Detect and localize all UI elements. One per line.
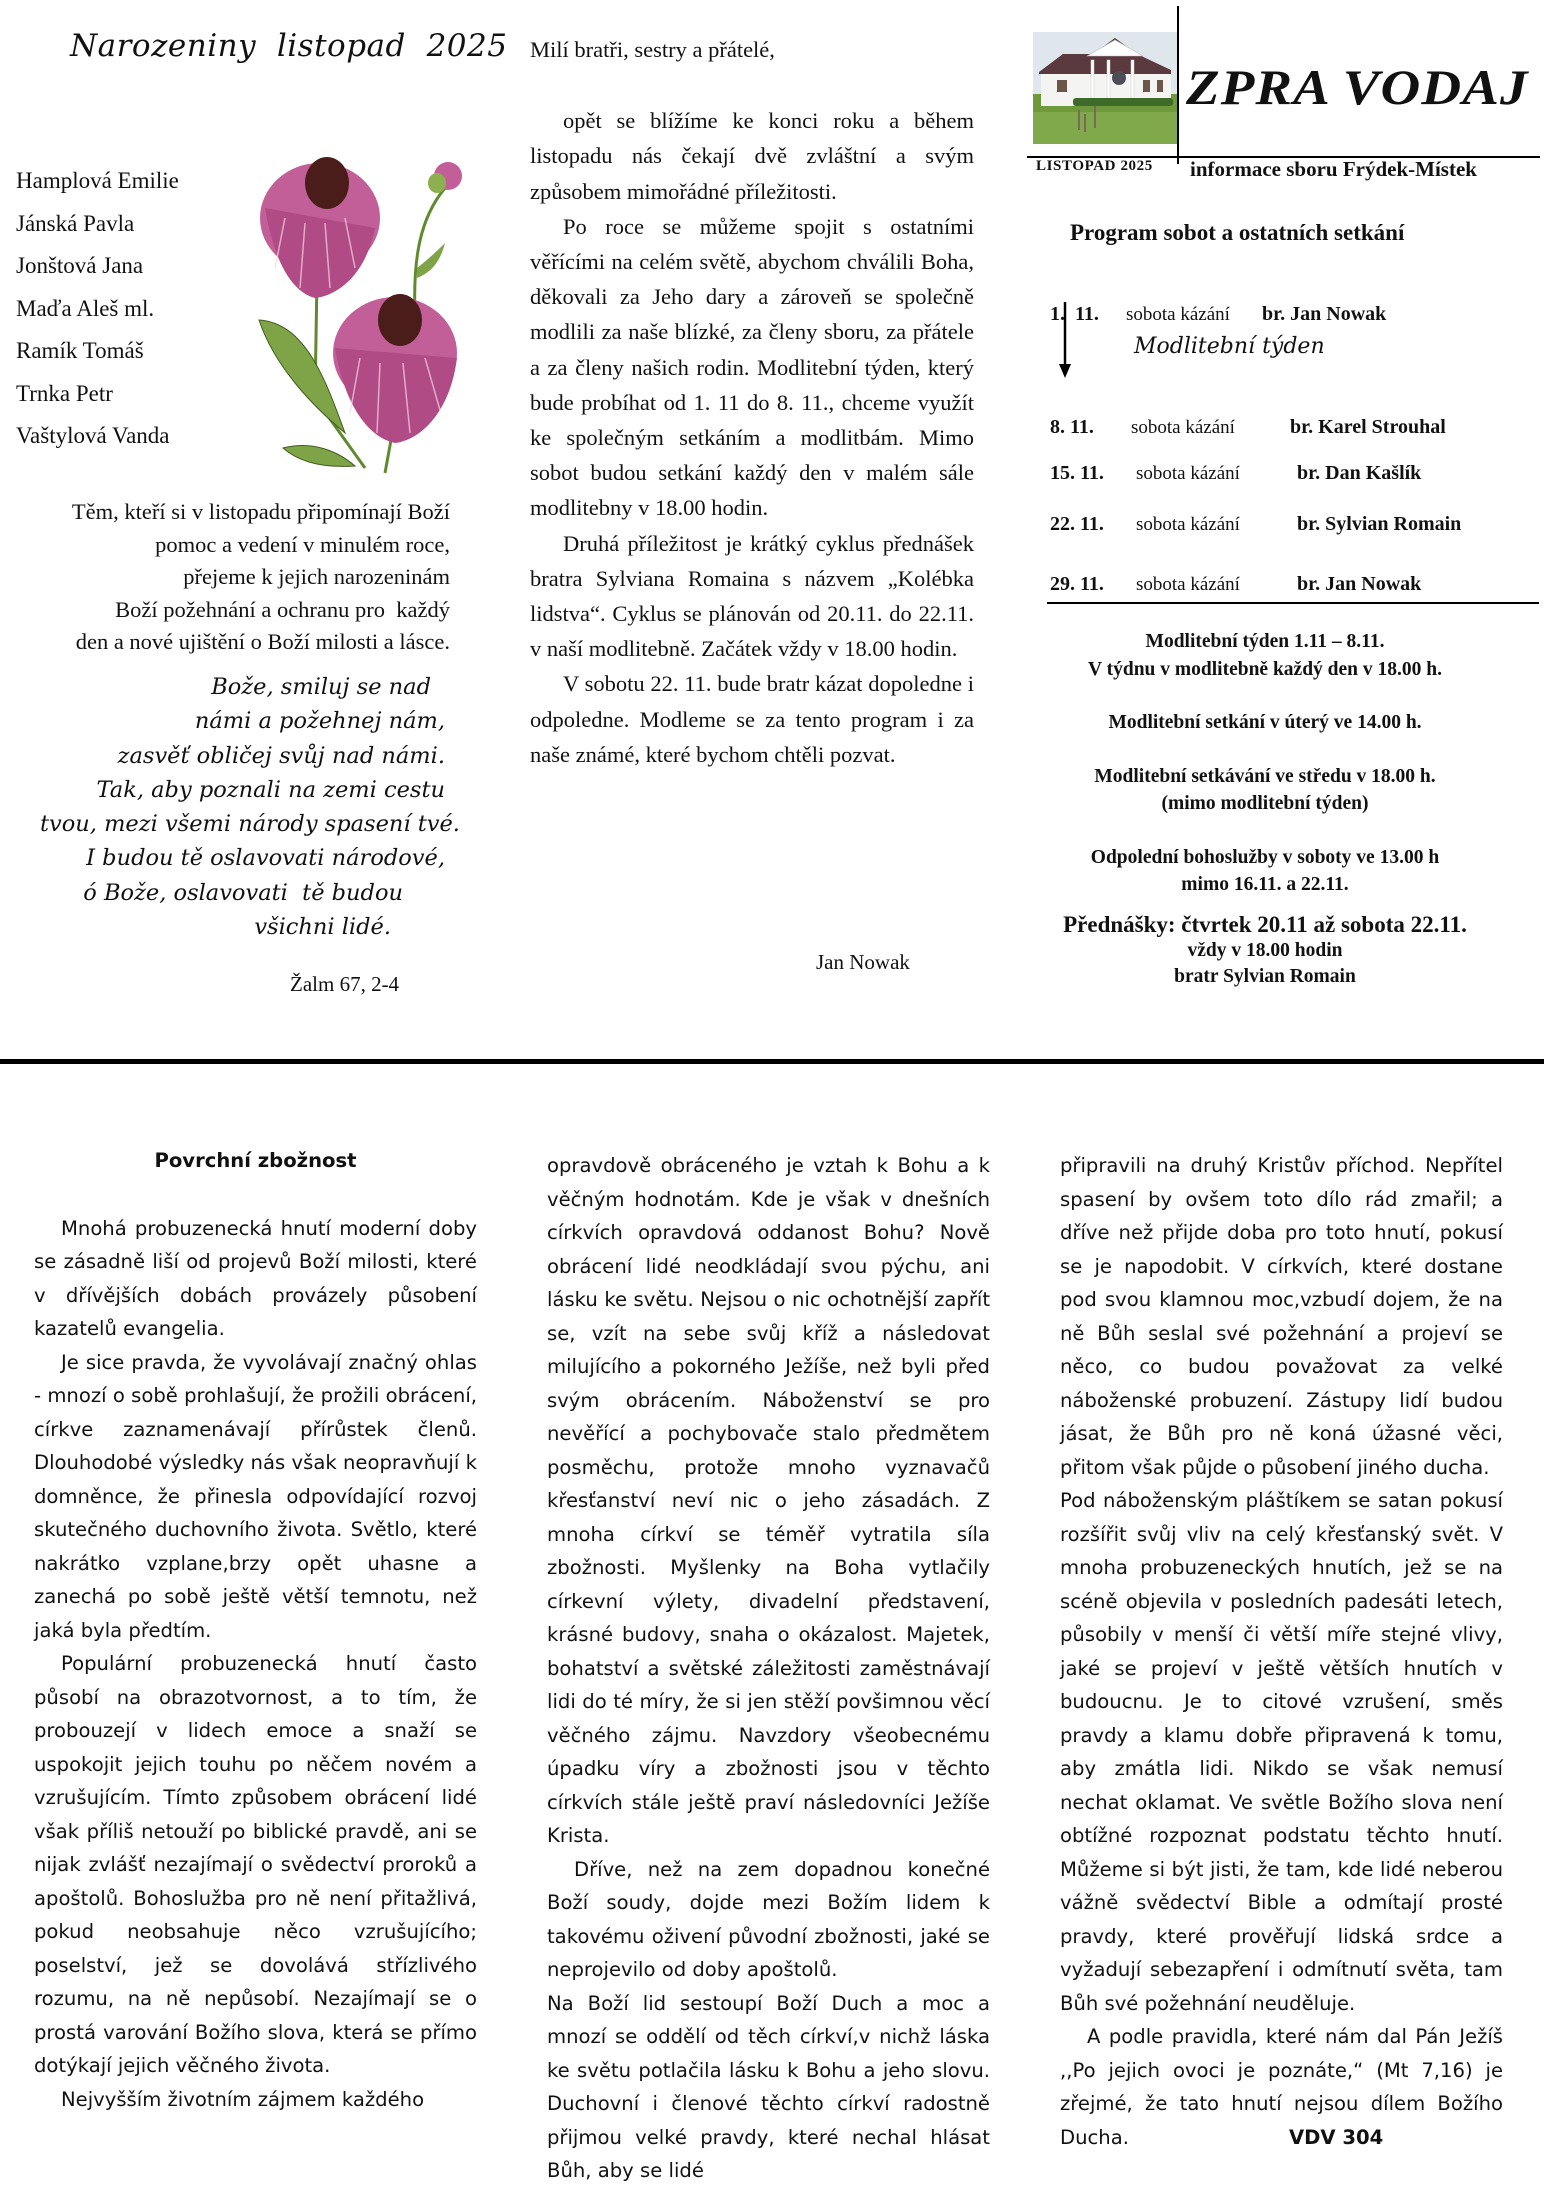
- program-speaker: br. Jan Nowak: [1297, 573, 1422, 595]
- wish-line: den a nové ujištění o Boží milosti a lásce.: [75, 629, 450, 654]
- program-row: [1040, 280, 1386, 326]
- page-separator: [0, 1059, 1544, 1064]
- program-speaker: br. Karel Strouhal: [1290, 416, 1446, 438]
- article-paragraph: [1060, 2020, 1503, 2154]
- masthead-divider-vertical: [1177, 6, 1179, 164]
- info-block: [1030, 844, 1500, 899]
- wish-line: Boží požehnání a ochranu pro každý: [115, 596, 450, 622]
- program-kind: sobota kázání: [1136, 574, 1240, 595]
- birthday-name: Jánská Pavla: [16, 210, 135, 236]
- issue-date: LISTOPAD 2025: [1036, 158, 1153, 174]
- letter-paragraph: Po roce se můžeme spojit s ostatními věřícími na celém světě, abychom chválili Boha, děkovali za Jeho dary a zároveň se společně modlili za naše blízké, za členy sboru, za přátele a za členy našich rodin. Modlitební týden, který bude probíhat od 1. 11 do 8. 11., chceme využít ke společným setkáním a modlitbám. Mimo sobot budou setkání každý den v malém sále modlitebny v 18.00 hodin.: [530, 213, 974, 521]
- program-row: [1040, 550, 1421, 596]
- article-paragraph-text: A podle pravidla, které nám dal Pán Ježíš ,,Po jejich ovoci je poznáte,“ (Mt 7,16) je zřejmé, že tato hnutí nejsou dílem Božího Ducha.: [1060, 2025, 1503, 2149]
- info-line: mimo 16.11. a 22.11.: [1181, 874, 1349, 895]
- birthday-names-list: [16, 160, 179, 458]
- birthday-name: Trnka Petr: [16, 380, 113, 406]
- psalm-line: všichni lidé.: [254, 914, 391, 941]
- program-row: [1040, 393, 1446, 439]
- birthdays-title: Narozeniny listopad 2025: [70, 28, 508, 64]
- lectures-block: [1030, 911, 1500, 990]
- info-block: [1030, 763, 1500, 818]
- program-date: 1. 11.: [1050, 303, 1099, 325]
- letter-paragraph: Druhá příležitost je krátký cyklus přednášek bratra Sylviana Romaina s názvem „Kolébka lidstva“. Cyklus se plánován od 20.11. do 22.11. v naší modlitebně. Začátek vždy v 18.00 hodin.: [530, 530, 974, 662]
- psalm-reference: Žalm 67, 2-4: [290, 972, 400, 996]
- program-date: 15. 11.: [1050, 462, 1104, 484]
- psalm-line: tvou, mezi všemi národy spasení tvé.: [40, 811, 460, 838]
- psalm-line: námi a požehnej nám,: [194, 708, 445, 735]
- article-paragraph: Mnohá probuzenecká hnutí moderní doby se zásadně liší od projevů Boží milosti, které v dřívějších dobách provázely působení kazatelů evangelia.: [34, 1216, 477, 1340]
- program-row: [1040, 490, 1461, 536]
- birthday-name: Maďa Aleš ml.: [16, 295, 155, 321]
- info-line: Modlitební setkání v úterý ve 14.00 h.: [1108, 712, 1422, 733]
- article-paragraph: Nejvyšším životním zájmem každého: [61, 2087, 425, 2111]
- birthday-name: Vaštylová Vanda: [16, 423, 170, 448]
- article-title: Povrchní zbožnost: [154, 1149, 357, 1172]
- article-paragraph: Populární probuzenecká hnutí často působí na obrazotvornost, a to tím, že probouzejí v lidech emoce a snaží se uspokojit jejich touhu po něčem novém a vzrušujícím. Tímto způsobem obrácení lidé však příliš netouží po biblické pravdě, ani se nijak zvlášť nezajímají o svědectví proroků a apoštolů. Bohoslužba pro ně není přitažlivá, pokud neobsahuje něco vzrušujícího; poselství, jež se dovolává střízlivého rozumu, na ně nepůsobí. Nezajímají se o prostá varování Božího slova, která se přímo dotýkají jejich věčného života.: [34, 1652, 477, 2077]
- psalm-line: Tak, aby poznali na zemi cestu: [96, 776, 445, 803]
- article-paragraph: Pod náboženským pláštíkem se satan pokusí rozšířit svůj vliv na celý křesťanský svět. V mnoha probuzeneckých hnutích, jež se na scéně objevila v posledních padesáti letech, působily v menší či větší míře stejné vlivy, jaké se projeví v ještě větších hnutích v budoucnu. Je to citové vzrušení, směs pravdy a klamu dobře připravená k tomu, aby zmátla lidi. Nikdo se však nemusí nechat oklamat. Ve světle Božího slova není obtížné rozpoznat podstatu těchto hnutí. Můžeme si být jisti, že tam, kde lidé neberou vážně svědectví Bible a odmítají prosté pravdy, které prověřují lidská srdce a vyžadují sebezapření i odmítnutí světa, tam Bůh své požehnání neuděluje.: [1060, 1489, 1503, 2015]
- program-heading: Program sobot a ostatních setkání: [1070, 220, 1405, 245]
- birthday-wish: [20, 496, 450, 659]
- article-column-2: [547, 1149, 990, 2188]
- info-line: V týdnu v modlitebně každý den v 18.00 h.: [1088, 658, 1442, 680]
- psalm-quote: [40, 670, 460, 944]
- article-paragraph: Na Boží lid sestoupí Boží Duch a moc a mnozí se oddělí od těch církví,v nichž láska ke světu potlačila lásku k Bohu a jeho slovu. Duchovní i členové těchto církví radostně přijmou velké pravdy, které nechal hlásat Bůh, aby se lidé: [547, 1991, 990, 2182]
- program-speaker: br. Jan Nowak: [1262, 303, 1387, 325]
- info-block: [1030, 709, 1500, 737]
- article-paragraph: opravdově obráceného je vztah k Bohu a k věčným hodnotám. Kde je však v dnešních církvích opravdová oddanost Bohu? Nově obrácení lidé neodkládají svou pýchu, ani lásku ke světu. Nejsou o nic ochotnější zapřít se, vzít na sebe svůj kříž a následovat milujícího a pokorného Ježíše, než byli před svým obrácením. Náboženství se pro nevěřící a pochybovače stalo předmětem posměchu, protože mnoho vyznavačů křesťanství neví nic o jeho zásadách. Z mnoha církví se téměř vytratila síla zbožnosti. Myšlenky na Boha vytlačily církevní výlety, divadelní představení, krásné budovy, snaha o okázalost. Majetek, bohatství a světské záležitosti zaměstnávají lidi do té míry, že si jen stěží povšimnou věcí věčného zájmu. Navzdory všeobecnému úpadku víry a zbožnosti jsou v těchto církvích stále ještě praví následovníci Ježíše Krista.: [547, 1154, 990, 1847]
- article-paragraph: Je sice pravda, že vyvolávají značný ohlas - mnozí o sobě prohlašují, že prožili obrácení, církve zaznamenávají přírůstek členů. Dlouhodobé výsledky nás však neopravňují k domněnce, že přinesla odpovídající rozvoj skutečného duchovního života. Světlo, které nakrátko vzplane,brzy opět uhasne a zanechá po sobě ještě větší temnotu, než jaká byla předtím.: [34, 1350, 477, 1642]
- program-date: 8. 11.: [1050, 416, 1094, 438]
- program-speaker: br. Sylvian Romain: [1297, 513, 1462, 535]
- flower-illustration: [245, 148, 475, 478]
- newsletter-title: ZPRA VODAJ: [1186, 59, 1529, 115]
- lectures-speaker: bratr Sylvian Romain: [1174, 965, 1356, 987]
- psalm-line: Bože, smiluj se nad: [211, 674, 431, 700]
- birthday-name: Hamplová Emilie: [16, 168, 179, 193]
- down-arrow-icon: [1059, 302, 1071, 378]
- program-date: 29. 11.: [1050, 573, 1104, 595]
- program-kind: sobota kázání: [1131, 417, 1235, 438]
- psalm-line: ó Bože, oslavovati tě budou: [83, 879, 403, 906]
- letter-signature: Jan Nowak: [816, 950, 910, 974]
- newsletter-subtitle: informace sboru Frýdek-Místek: [1190, 157, 1477, 181]
- church-photo: [1033, 32, 1177, 144]
- wish-line: pomoc a vedení v minulém roce,: [155, 531, 450, 557]
- meeting-info: [1030, 628, 1500, 990]
- letter-greeting: Milí bratři, sestry a přátelé,: [530, 37, 775, 62]
- info-line: Modlitební setkávání ve středu v 18.00 h.: [1094, 765, 1436, 787]
- birthday-name: Jonštová Jana: [16, 253, 144, 278]
- wish-line: přejeme k jejich narozeninám: [183, 564, 450, 589]
- program-kind: sobota kázání: [1136, 514, 1240, 535]
- article-column-3: [1060, 1149, 1503, 2154]
- article-paragraph: Dříve, než na zem dopadnou konečné Boží soudy, dojde mezi Božím lidem k takovému oživení původní zbožnosti, jaké se neprojevilo od doby apoštolů.: [547, 1857, 990, 1981]
- info-line: Modlitební týden 1.11 – 8.11.: [1145, 631, 1385, 652]
- article-source: VDV 304: [1288, 2125, 1384, 2149]
- program-row: [1040, 439, 1421, 485]
- birthday-name: Ramík Tomáš: [16, 338, 144, 363]
- info-block: [1030, 628, 1500, 683]
- prayer-week-label: Modlitební týden: [1134, 334, 1325, 359]
- program-kind: sobota kázání: [1126, 304, 1230, 325]
- program-divider: [1047, 602, 1539, 604]
- article-column-1: [34, 1144, 477, 2116]
- info-line: (mimo modlitební týden): [1161, 793, 1369, 814]
- lectures-time: vždy v 18.00 hodin: [1187, 939, 1343, 961]
- psalm-line: I budou tě oslavovati národové,: [86, 845, 445, 872]
- lectures-dates: Přednášky: čtvrtek 20.11 až sobota 22.11.: [1063, 911, 1467, 937]
- letter-paragraph: V sobotu 22. 11. bude bratr kázat dopoledne i odpoledne. Modleme se za tento program i za naše známé, které bychom chtěli pozvat.: [530, 671, 974, 767]
- program-date: 22. 11.: [1050, 513, 1104, 535]
- pastor-letter: [530, 32, 974, 772]
- program-kind: sobota kázání: [1136, 463, 1240, 484]
- program-speaker: br. Dan Kašlík: [1297, 462, 1422, 484]
- letter-paragraph: opět se blížíme ke konci roku a během listopadu nás čekají dvě zvláštní a svým způsobem mimořádné příležitosti.: [530, 108, 974, 204]
- wish-line: Těm, kteří si v listopadu připomínají Boží: [71, 499, 450, 524]
- info-line: Odpolední bohoslužby v soboty ve 13.00 h: [1090, 846, 1440, 868]
- psalm-line: zasvěť obličej svůj nad námi.: [117, 742, 445, 769]
- article-paragraph: připravili na druhý Kristův příchod. Nepřítel spasení by ovšem toto dílo rád zmařil; a dříve než přijde doba pro toto hnutí, pokusí se je napodobit. V církvích, které dostane pod svou klamnou moc,vzbudí dojem, že na ně Bůh seslal své požehnání a projeví se něco, co budou považovat za velké náboženské probuzení. Zástupy lidí budou jásat, že Bůh pro ně koná úžasné věci, přitom však půjde o působení jiného ducha.: [1060, 1154, 1503, 1479]
